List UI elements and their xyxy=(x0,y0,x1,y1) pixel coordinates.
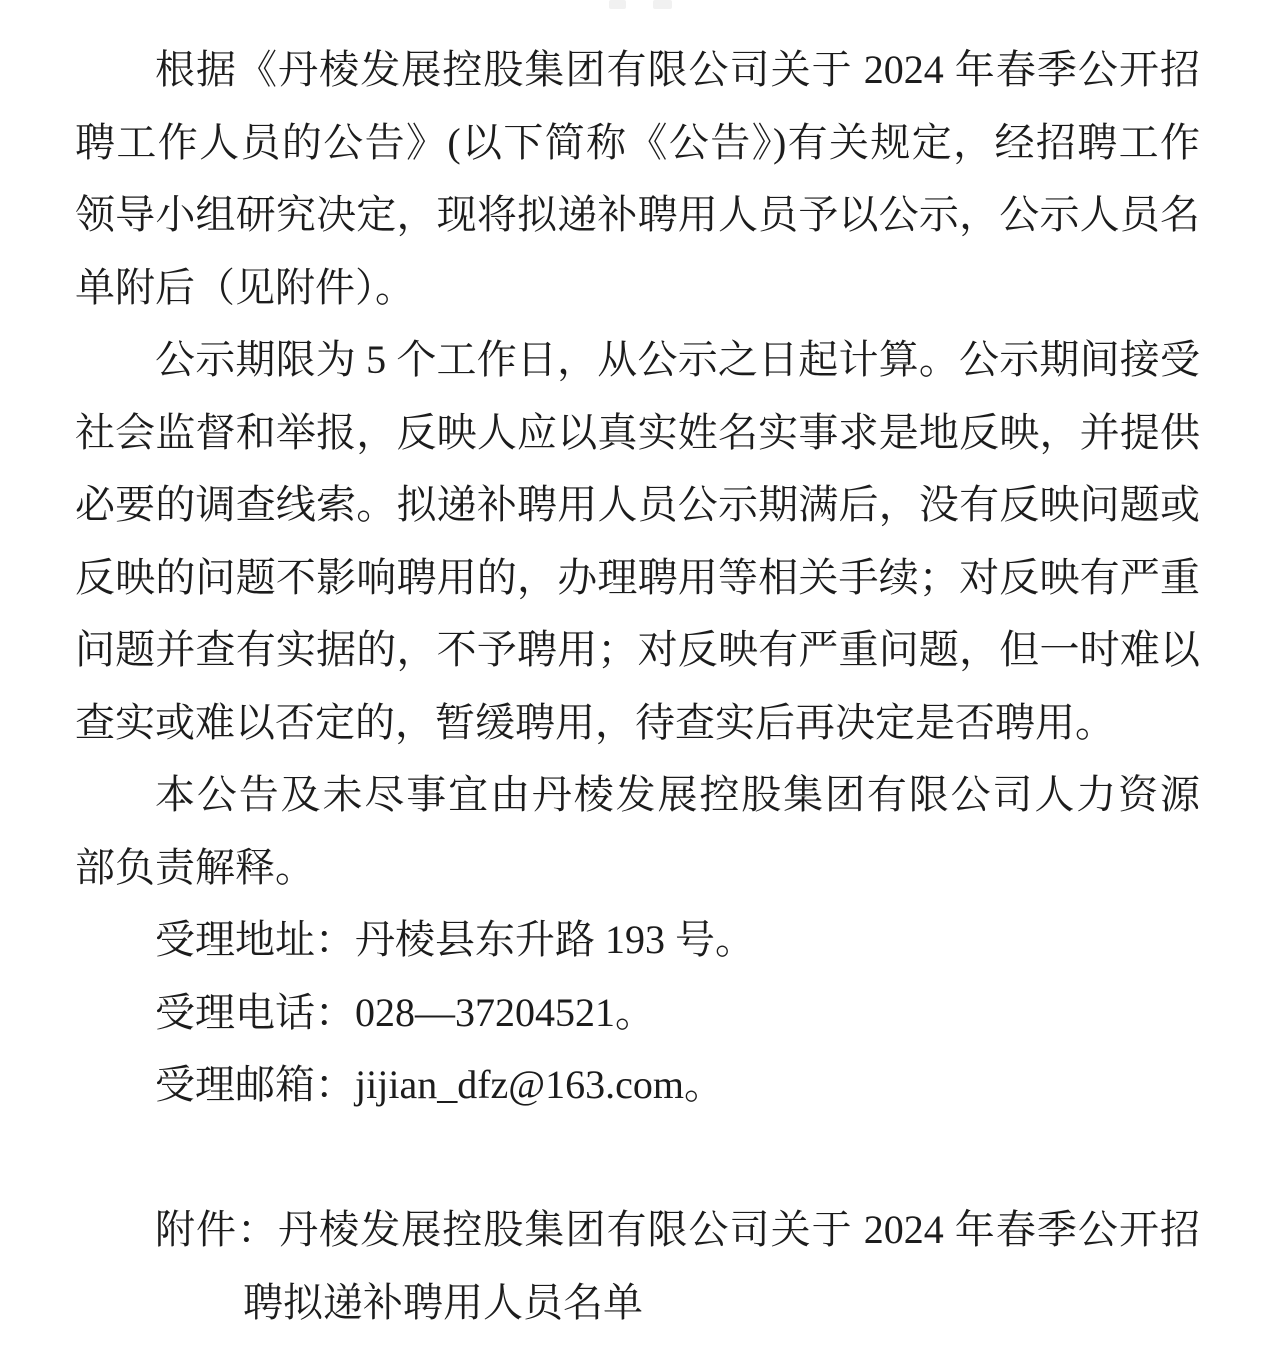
paragraph1-line2: 聘工作人员的公告》(以下简称《公告》)有关规定，经招聘工作 xyxy=(75,119,1200,165)
paragraph3-line2: 部负责解释。 xyxy=(75,844,315,890)
paragraph1-line4: 单附后（见附件）。 xyxy=(75,264,415,310)
contact-address-line: 受理地址：丹棱县东升路 193 号。 xyxy=(155,917,755,962)
top-cutoff-character-artifact xyxy=(609,0,626,9)
paragraph2-line6: 查实或难以否定的，暂缓聘用，待查实后再决定是否聘用。 xyxy=(75,699,1115,745)
paragraph2-line4: 反映的问题不影响聘用的，办理聘用等相关手续；对反映有严重 xyxy=(75,554,1200,600)
top-cutoff-character-artifact xyxy=(653,0,672,9)
attachment-line2: 聘拟递补聘用人员名单 xyxy=(243,1279,643,1325)
notice-body xyxy=(75,34,1200,1339)
paragraph2-line5: 问题并查有实据的，不予聘用；对反映有严重问题，但一时难以 xyxy=(75,627,1200,672)
paragraph3-line1: 本公告及未尽事宜由丹棱发展控股集团有限公司人力资源 xyxy=(155,772,1200,817)
paragraph2-line1: 公示期限为 5 个工作日，从公示之日起计算。公示期间接受 xyxy=(155,337,1200,382)
blank-line xyxy=(75,1122,1200,1195)
paragraph1-line3: 领导小组研究决定，现将拟递补聘用人员予以公示，公示人员名 xyxy=(75,192,1200,237)
paragraph1-line1: 根据《丹棱发展控股集团有限公司关于 2024 年春季公开招 xyxy=(155,47,1200,92)
contact-email-line: 受理邮箱：jijian_dfz@163.com。 xyxy=(155,1062,724,1107)
paragraph2-line3: 必要的调查线索。拟递补聘用人员公示期满后，没有反映问题或 xyxy=(75,482,1200,527)
attachment-line1: 附件：丹棱发展控股集团有限公司关于 2024 年春季公开招 xyxy=(155,1207,1200,1252)
paragraph2-line2: 社会监督和举报，反映人应以真实姓名实事求是地反映，并提供 xyxy=(75,409,1200,455)
contact-phone-line: 受理电话：028—37204521。 xyxy=(155,989,655,1035)
